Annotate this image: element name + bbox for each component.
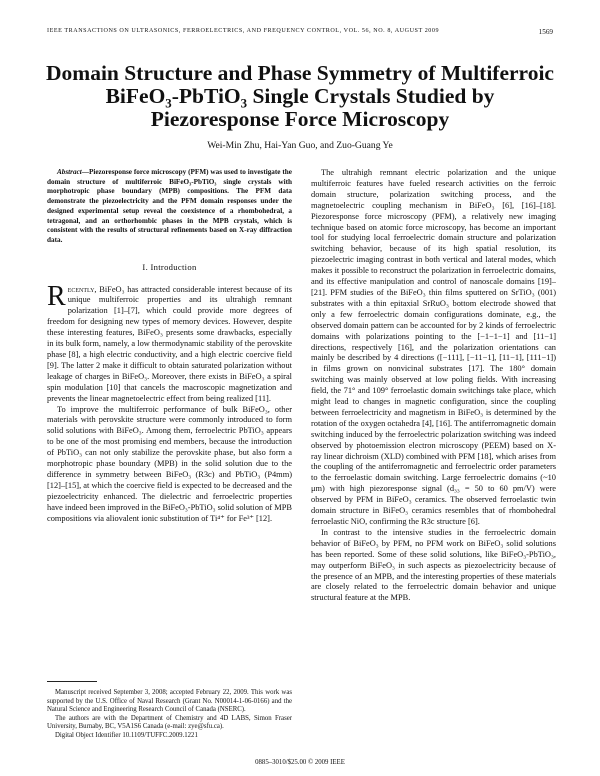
footnote-doi: Digital Object Identifier 10.1109/TUFFC.2009.1221 (55, 731, 198, 739)
footnote-rule (47, 681, 97, 682)
intro-paragraph-2: To improve the multiferroic performance of bulk BiFeO₃, other materials with perovskite structure were commonly introduced to form solid solutions with BiFeO₃. Among them, ferroelectric PbTiO₃ appears to be one of the most promising end members, because the introduction of PbTiO₃ can not only stabilize the perovskite phase, but also form a morphotropic phase boundary (MPB) in the solid solution due to the difference in symmetry between BiFeO₃ (R3c) and PbTiO₃ (P4mm) [12]–[15], at which the coercive field is expected to be decreased and the piezoelectricity enhanced. The dielectric and ferroelectric properties have indeed been improved in the BiFeO₃-PbTiO₃ solid solution of MPB compositions via aliovalent ionic substitution of Ti⁴⁺ for Fe³⁺ [12]. (47, 404, 292, 523)
intro-paragraph-1-text: , BiFeO₃ has attracted considerable interest because of its unique multiferroic properties and its ultrahigh remnant polarization [1]–[7], which could provide more degrees of freedom for designing new types of memory devices. However, despite these interesting features, BiFeO₃ presents some drawbacks, especially in its bulk form, namely, a low thermodynamic stability of the perovskite phase [8], a high electric conductivity, and a high electric coercive field [9]. The latter 2 make it difficult to obtain saturated polarization without leakage of charges in BiFeO₃. Moreover, there exists in BiFeO₃ a spiral spin modulation [10] that cancels the macroscopic magnetization and prevents the linear magnetoelectric effect from being realized [11]. (47, 284, 292, 403)
intro-first-word: ecently (67, 284, 95, 294)
footnotes (47, 689, 292, 741)
drop-cap: R (47, 280, 66, 312)
section-heading: I. Introduction (142, 261, 197, 272)
copyright-line: 0885–3010/$25.00 © 2009 IEEE (255, 759, 345, 766)
journal-name: IEEE TRANSACTIONS ON ULTRASONICS, FERROELECTRICS, AND FREQUENCY CONTROL, VOL. 56, NO. 8, AUGUST 2009 (47, 28, 440, 34)
footnote-manuscript: Manuscript received September 3, 2008; accepted February 22, 2009. This work was supported by the U.S. Office of Naval Research (Grant No. N00014-1-06-0166) and the Natural Science and Engineering Research Council of Canada (NSERC). (47, 689, 292, 714)
right-paragraph-1: The ultrahigh remnant electric polarization and the unique multiferroic features have fueled research activities on the ferroic domain structure, polarization switching process, and the magnetoelectric coupling mechanism in BiFeO₃ [6], [16]–[18]. Piezoresponse force microscopy (PFM), a relatively new imaging technique based on atomic force microscopy, has become an important tool for studying local ferroelectric domain structure and polarization switching behavior, because of its high spatial resolution, its piezoelectric imaging contrast in both vertical and lateral modes, which makes it possible to reconstruct the polarization in ferroelectric domains, and its effective manipulation and control of nanoscale domains [19]–[21]. PFM studies of the BiFeO₃ thin films sputtered on SrTiO₃ (001) substrates with a thin epitaxial SrRuO₃ bottom electrode showed that only a few ferroelectric domain configurations dominate, e.g., the observed domain pattern can be accounted for by 2 kinds of ferroelectric domains with polarizations pointing to the [−1−1−1] and [11−1] directions, respectively [16], and the polarization orientations can mainly be described by 4 directions ([−111], [−11−1], [11−1], [111−1]) in films grown on nonvicinal substrates [17]. The 180° domain switching was mainly observed at low poling fields. With increasing field, the 71° and 109° ferroelastic domain switchings take place, which might lead to changes in magnetic configuration, since the coupling between ferroelectricity and magnetism in BiFeO₃ is determined by the rotation of the oxygen octahedra [4], [16]. The antiferromagnetic domain switching induced by the ferroelectric polarization switching was indeed observed by photoemission electron microscopy (PEEM) based on X-ray linear dichroism (XLD) combined with PFM [18], which arises from the coupling of the antiferromagnetic and ferroelectric order parameters to the ferroelastic domain switching. Large ferroelectric domains (~10 μm) with high piezoresponse signal (d₃₃ = 50 to 60 pm/V) were observed by PFM in BiFeO₃ ceramics. The observed ferroelastic twin domain structure in BiFeO₃ ceramics resembles that of rhombohedral ferroelastic NiO, confirming the R3c structure [6]. (311, 168, 556, 526)
paper-title: Domain Structure and Phase Symmetry of Multiferroic BiFeO₃-PbTiO₃ Single Crystals Studied by Piezoresponse Force Microscopy (46, 61, 554, 131)
right-column (311, 168, 556, 604)
page-number: 1569 (538, 28, 553, 36)
right-paragraph-2: In contrast to the intensive studies in the ferroelectric domain behavior of BiFeO₃ by PFM, no PFM work on BiFeO₃ solid solutions has been reported. Some of these solid solutions, like BiFeO₃-PbTiO₃, may outperform BiFeO₃ in such aspects as piezoelectricity because of the presence of an MPB, and the interesting properties of these materials are closely related to the ferroelectric domain behavior and unique structural feature at the MPB. (311, 527, 556, 603)
left-column (47, 168, 292, 524)
author-list: Wei-Min Zhu, Hai-Yan Guo, and Zuo-Guang Ye (207, 140, 393, 151)
abstract-text: Piezoresponse force microscopy (PFM) was used to investigate the domain structure of multiferroic BiFeO₃-PbTiO₃ single crystals with morphotropic phase boundary (MPB) compositions. The PFM data demonstrate the piezoelectricity and the PFM domain responses under the designed experimental setup reveal the coexistence of a rhombohedral, a tetragonal, and an orthorhombic phases in the MPB crystals, which is consistent with the results of structural refinements based on X-ray diffraction data. (47, 168, 292, 244)
abstract (47, 168, 292, 246)
intro-paragraph-1 (47, 280, 292, 405)
running-head (47, 28, 553, 38)
abstract-label: Abstract— (57, 168, 89, 176)
footnote-affiliation: The authors are with the Department of Chemistry and 4D LABS, Simon Fraser University, Burnaby, BC, V5A1S6 Canada (e-mail: zye@sfu.ca). (47, 714, 292, 731)
